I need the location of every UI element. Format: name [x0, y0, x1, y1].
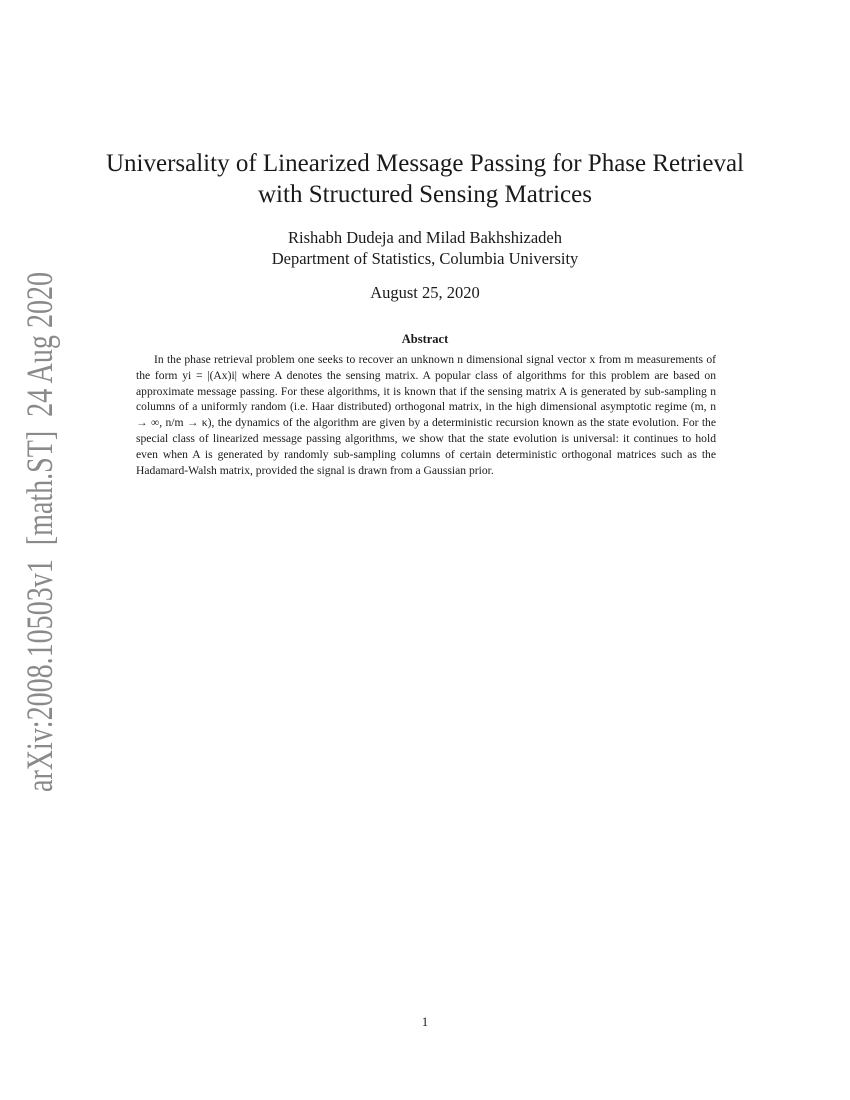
paper-title — [0, 148, 850, 210]
author-names: Rishabh Dudeja and Milad Bakhshizadeh — [287, 228, 563, 247]
arxiv-identifier-stamp — [8, 96, 68, 800]
arxiv-stamp-text: arXiv:2008.10503v1 [math.ST] 24 Aug 2020 — [20, 96, 61, 792]
author-block — [0, 227, 850, 269]
page-number: 1 — [421, 1015, 429, 1029]
paper-title-line-1: Universality of Linearized Message Passing for Phase Retrieval — [105, 150, 744, 177]
abstract-heading: Abstract — [401, 332, 449, 346]
author-affiliation: Department of Statistics, Columbia University — [271, 249, 579, 268]
publication-date: August 25, 2020 — [370, 283, 480, 302]
paper-title-line-2: with Structured Sensing Matrices — [258, 181, 592, 208]
abstract-body: In the phase retrieval problem one seeks to recover an unknown n dimensional signal vector x from m measurements of the form yi = |(Ax)i| where A denotes the sensing matrix. A popular class of algorithms for this problem are based on approximate message passing. For these algorithms, it is known that if the sensing matrix A is generated by sub-sampling n columns of a uniformly random (i.e. Haar distributed) orthogonal matrix, in the high dimensional asymptotic regime (m, n → ∞, n/m → κ), the dynamics of the algorithm are given by a deterministic recursion known as the state evolution. For the special class of linearized message passing algorithms, we show that the state evolution is universal: it continues to hold even when A is generated by randomly sub-sampling columns of certain deterministic orthogonal matrices such as the Hadamard-Walsh matrix, provided the signal is drawn from a Gaussian prior. — [136, 353, 716, 477]
